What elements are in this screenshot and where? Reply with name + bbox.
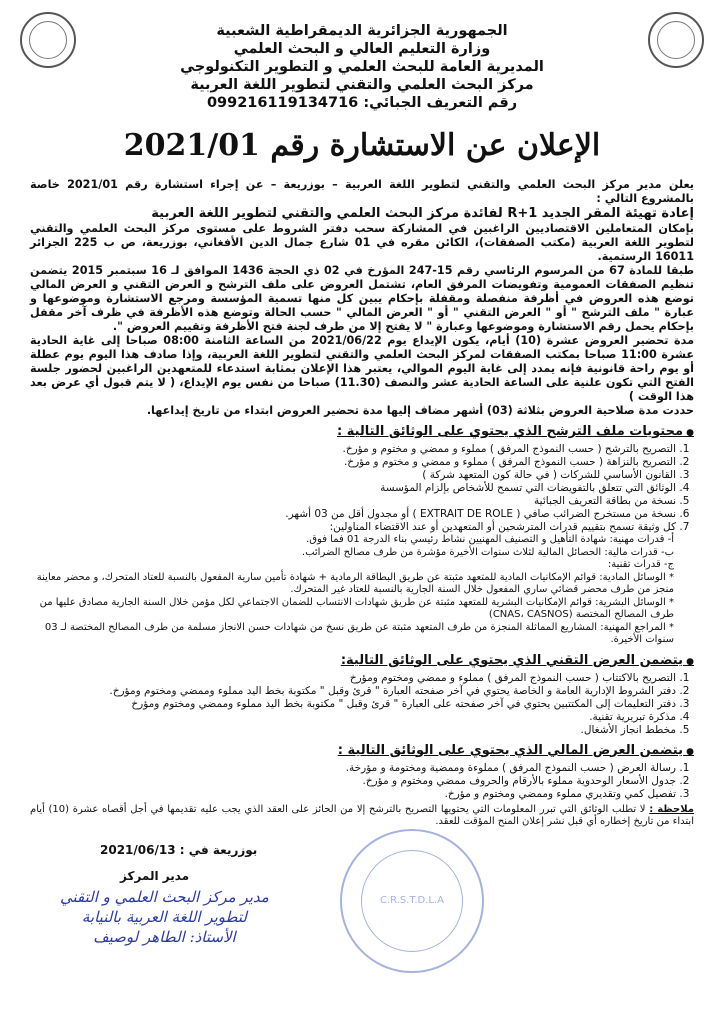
offers-paragraph: طبقا للمادة 67 من المرسوم الرئاسي رقم 15-247 المؤرخ في 02 ذي الحجة 1436 الموافق لـ 16 سبتمبر 2015 يتضمن تنظيم الصفقات العمومية وتفويضات المرفق العام، تشتمل العروض على ملف الترشح و العرض التقني و العرض المالي توضع هذه العروض في أظرفة منفصلة ومقفلة بإحكام يبين كل منها تسمية المؤسسة ومرجع الاستشارة وموضوعها و عبارة " ملف الترشح " أو " العرض التقني " أو " العرض المالي " حسب الحالة وتوضع هذه الأظرفة في ظرف آخر مقفل بإحكام يحمل رقم الاستشارة وموضوعها وعبارة " لا يفتح إلا من طرف لجنة فتح الأظرفة وتقييم العروض ".	[30, 264, 694, 333]
deposit-paragraph: مدة تحضير العروض عشرة (10) أيام، يكون الإيداع يوم 2021/06/22 من الساعة الثامنة 08:00 صباحا إلى غاية الحادية عشرة 11:00 صباحا بمكتب الصفقات لمركز البحث العلمي والتقني لتطوير اللغة العربية، وإذا صادف هذا اليوم يوم عطلة أو يوم راحة قانونية فإنه يمدد إلى غاية اليوم الموالي، يعتبر هذا الإعلان بمثابة استدعاء للمتعهدين الراغبين لحضور جلسة الفتح التي تكون علنية على الساعة الحادية عشر والنصف (11.30) صباحا من نفس يوم الإيداع، ( لا يتم قبول أي عرض بعد هذا الوقت )	[30, 334, 695, 403]
intro-paragraph: يعلن مدير مركز البحث العلمي والتقني لتطوير اللغة العربية – بوزريعة – عن إجراء استشارة رقم 2021/01 خاصة بالمشروع التالي :	[30, 178, 694, 205]
human-means: * الوسائل البشرية: قوائم الإمكانيات البشرية للمتعهد مثبتة عن طريق شهادات الانتساب للضمان الاجتماعي لكل مؤمن خلال السنة الجارية مصادق عليها من طرف المصالح المختصة (CNAS، CASNOS)	[39, 596, 674, 620]
list-item: 4. الوثائق التي تتعلق بالتفويضات التي تسمح للأشخاص بإلزام المؤسسة	[30, 482, 676, 495]
candidacy-title: ● محتويات ملف الترشح الذي يحتوي على الوثائق التالية :	[30, 424, 694, 441]
validity-paragraph: حددت مدة صلاحية العروض بثلاثة (03) أشهر مضاف إليها مدة تحضير العروض ابتداء من تاريخ إيداعها.	[146, 404, 694, 417]
cahier-paragraph: بإمكان المتعاملين الاقتصاديين الراغبين في المشاركة سحب دفتر الشروط على مستوى مركز البحث العلمي والتقني لتطوير اللغة العربية (مكتب الصفقات)، الكائن مقره في 01 شارع جمال الدين الأفغاني، بوزريعة، ص ب 225 الجزائر 16011 الرستمية.	[30, 222, 694, 263]
issue-date: بوزريعة في : 2021/06/13	[100, 842, 258, 857]
professional-capacity: أ- قدرات مهنية: شهادة التأهيل و التصنيف المهنيين نشاط رئيسي بناء الدرجة 01 فما فوق.	[306, 534, 674, 545]
list-item: 2. التصريح بالنزاهة ( حسب النموذج المرفق ) مملوء و ممضي و مختوم و مؤرخ.	[30, 456, 676, 469]
algeria-emblem-left	[20, 12, 76, 68]
material-means: * الوسائل المادية: قوائم الإمكانيات المادية للمتعهد مثبتة عن طريق البطاقة الرمادية + شهادة تأمين سارية المفعول بالنسبة للعتاد المتحرك، و محضر معاينة منجز من طرف محضر قضائي ساري المفعول خلال السنة الجارية بالنسبة للعتاد غير المتحرك.	[36, 571, 674, 595]
list-item: 6. نسخة من مستخرج الضرائب صافي ( EXTRAIT DE ROLE ) أو مجدول أقل من 03 أشهر.	[30, 508, 676, 521]
list-item: 1. رسالة العرض ( حسب النموذج المرفق ) مملوءة وممضية ومختومة و مؤرخة.	[30, 762, 676, 775]
list-item: 3. القانون الأساسي للشركات ( في حالة كون المتعهد شركة )	[30, 469, 676, 482]
candidacy-list	[30, 443, 694, 534]
list-item: 3. تفصيل كمي وتقديري مملوء وممضي ومختوم و مؤرخ.	[30, 788, 676, 801]
list-item: 3. دفتر التعليمات إلى المكتتبين يحتوي في آخر صفحته على العبارة " قرئ وقبل " مكتوبة بخط اليد مملوء وممضي ومختوم ومؤرخ	[30, 698, 676, 711]
technical-offer-title: ● يتضمن العرض التقني الذي يحتوي على الوثائق التالية:	[30, 653, 694, 670]
algeria-emblem-right	[648, 12, 704, 68]
technical-capacity-label: ج- قدرات تقنية:	[607, 559, 674, 570]
note	[30, 804, 694, 829]
list-item: 5. نسخة من بطاقة التعريف الجبائية	[30, 495, 676, 508]
list-item: 2. دفتر الشروط الإدارية العامة و الخاصة يحتوي في آخر صفحته العبارة " قرئ وقبل " مكتوبة بخط اليد مملوء وممضي ومختوم ومؤرخ.	[30, 685, 676, 698]
list-item: 5. مخطط انجاز الأشغال.	[30, 724, 676, 737]
center-name: مركز البحث العلمي والتقني لتطوير اللغة العربية	[190, 77, 534, 93]
list-item: 1. التصريح بالترشح ( حسب النموذج المرفق ) مملوء و ممضي و مختوم و مؤرخ.	[30, 443, 676, 456]
references: * المراجع المهنية: المشاريع المماثلة المنجزة من طرف المتعهد مثبتة عن طريق نسخ من شهادات حسن الانجاز مسلمة من طرف المصالح المختصة لـ 03 سنوات الأخيرة.	[44, 621, 674, 645]
note-text: لا تطلب الوثائق التي تبرر المعلومات التي يحتويها التصريح بالترشح إلا من الحائز على العقد الذي يجب عليه تقديمها في أجل أقصاه عشرة (10) أيام ابتداء من تاريخ إخطاره أي قبل نشر إعلان المنح المؤقت للعقد.	[30, 803, 694, 827]
financial-capacity: ب- قدرات مالية: الحصائل المالية لثلاث سنوات الأخيرة مؤشرة من طرف مصالح الضرائب.	[301, 546, 674, 558]
handwritten-signature: مدير مركز البحث العلمي و التقني لتطوير اللغة العربية بالنيابة الأستاذ: الطاهر لوصيف	[60, 887, 269, 946]
financial-offer-title: ● يتضمن العرض المالي الذي يحتوي على الوثائق التالية :	[30, 743, 694, 760]
list-item: 2. جدول الأسعار الوحدوية مملوء بالأرقام والحروف ممضي ومختوم و مؤرخ.	[30, 775, 676, 788]
stamp-text: C.R.S.T.D.L.A	[379, 895, 445, 906]
note-label: ملاحظة :	[649, 803, 694, 815]
tax-id: رقم التعريف الجبائي: 099216119134716	[206, 95, 518, 111]
announcement-title: الإعلان عن الاستشارة رقم 2021/01	[123, 128, 601, 163]
directorate-name: المديرية العامة للبحث العلمي و التطوير التكنولوجي	[180, 59, 544, 75]
signature-block	[30, 843, 694, 983]
list-item: 4. مذكرة تبريرية تقنية.	[30, 711, 676, 724]
list-item: 7. كل وثيقة تسمح بتقييم قدرات المترشحين أو المتعهدين أو عند الاقتضاء المناولين:	[30, 521, 676, 534]
republic-name: الجمهورية الجزائرية الديمقراطية الشعبية	[216, 23, 508, 39]
letterhead	[30, 22, 694, 112]
official-stamp	[340, 829, 484, 973]
project-title: إعادة تهيئة المقر الجديد R+1 لفائدة مركز البحث العلمي والتقني لتطوير اللغة العربية	[151, 206, 694, 221]
director-title: مدير المركز	[120, 868, 190, 883]
ministry-name: وزارة التعليم العالي و البحث العلمي	[233, 41, 491, 57]
financial-offer-list	[30, 762, 694, 801]
capacities-block	[30, 534, 694, 647]
list-item: 1. التصريح بالاكتتاب ( حسب النموذج المرفق ) مملوء و ممضي ومختوم ومؤرخ	[30, 672, 676, 685]
technical-offer-list	[30, 672, 694, 737]
